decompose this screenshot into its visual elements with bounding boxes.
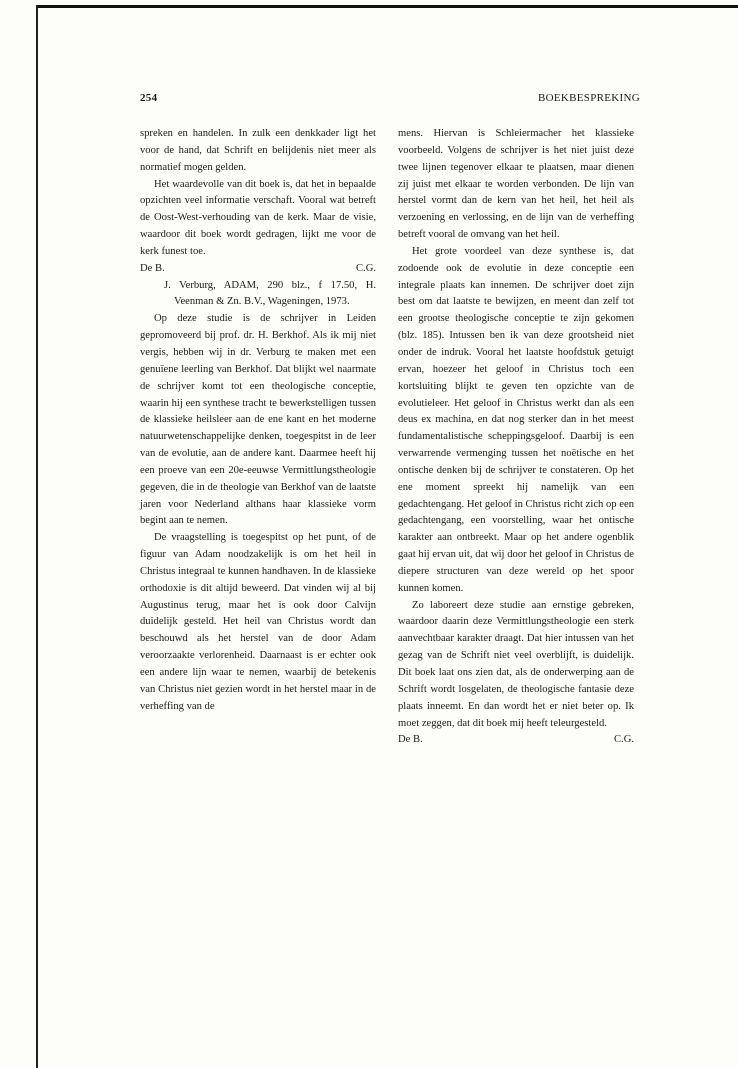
paragraph: De vraagstelling is toegespitst op het punt, of de figuur van Adam noodzakelijk is om het heil in Christus integraal te kunnen handhaven. In de klassieke orthodoxie is dit altijd beweerd. Dat vinden wij al bij Augustinus terug, maar het is ook door Calvijn duidelijk gesteld. Het heil van Christus wordt dan beschouwd als het herstel van de door Adam veroorzaakte verlorenheid. Daarnaast is er echter ook een andere lijn waar te nemen, waarbij de betekenis van Christus niet gezien wordt in het herstel maar in de verheffing van de bbox=[140, 532, 376, 712]
paragraph: Op deze studie is de schrijver in Leiden gepromoveerd bij prof. dr. H. Berkhof. Als ik mij niet vergis, hebben wij in dr. Verburg te maken met een genuïene leerling van Berkhof. Dat blijkt wel naarmate de schrijver komt tot een theologische conceptie, waarin hij een synthese tracht te bewerkstelligen tussen de klassieke heilsleer aan de ene kant en het moderne natuurwetenschappelijke denken, toegespitst in de leer van de evolutie, aan de andere kant. Daarmee heeft hij een proeve van een 20e-eeuwse Vermittlungstheologie gegeven, die in de theologie van Berkhof van de laatste jaren voor Nederland althans haar klassieke vorm begint aan te nemen. bbox=[140, 313, 376, 527]
signature-initials-right: C.G. bbox=[613, 734, 634, 746]
signature-initials-left: De B. bbox=[398, 734, 423, 746]
page-header bbox=[140, 92, 640, 108]
review-signature bbox=[140, 261, 376, 278]
review-signature bbox=[398, 732, 634, 749]
scan-top-border bbox=[36, 5, 738, 8]
paragraph: Zo laboreert deze studie aan ernstige gebreken, waardoor daarin deze Vermittlungstheologie een sterk aanvechtbaar karakter draagt. Dat hier intussen van het gezag van de Schrift niet veel overblijft, is duidelijk. Dit boek laat ons zien dat, als de onderwerping aan de Schrift wordt losgelaten, de theologische fantasie deze plaats inneemt. En dan wordt het er niet beter op. Ik moet zeggen, dat dit boek mij heeft teleurgesteld. bbox=[398, 599, 634, 729]
signature-initials-left: De B. bbox=[140, 262, 165, 274]
paragraph: mens. Hiervan is Schleiermacher het klassieke voorbeeld. Volgens de schrijver is het niet juist deze twee lijnen tegenover elkaar te plaatsen, maar dienen zij juist met elkaar te worden verbonden. De lijn van herstel vormt dan de kern van het heil, het heil als verzoening en verlossing, en de lijn van de verheffing betreft vooral de omvang van het heil. bbox=[398, 128, 634, 241]
signature-initials-right: C.G. bbox=[355, 262, 376, 274]
book-citation: J. Verburg, ADAM, 290 blz., f 17.50, H. Veenman & Zn. B.V., Wageningen, 1973. bbox=[164, 279, 376, 308]
left-column bbox=[140, 126, 376, 716]
paragraph: Het grote voordeel van deze synthese is, dat zodoende ook de evolutie in deze conceptie een integrale plaats kan innemen. De schrijver doet zijn best om dat laatste te bewijzen, en meent dan zelf tot een grootse theologische conceptie te zijn gekomen (blz. 185). Intussen ben ik van deze grootsheid niet onder de indruk. Vooral het laatste hoofdstuk getuigt ervan, hoezeer het geloof in Christus toch een kortsluiting blijkt te geven ten opzichte van de evolutieleer. Het geloof in Christus werkt dan als een deus ex machina, en dat nog sterker dan in het meest fundamentalistische scheppingsgeloof. Daarbij is een verwarrende vermenging tussen het noëtische en het ontische denken bij de schrijver te constateren. Op het ene moment spreekt hij namelijk van een gedachtengang. Het geloof in Christus richt zich op een gedachtengang, een voorstelling, waar het ontische karakter aan ontbreekt. Maar op het andere ogenblik gaat hij ervan uit, dat wij door het geloof in Christus de diepere structuren van deze wereld op het spoor kunnen komen. bbox=[398, 245, 634, 594]
scan-left-border bbox=[36, 5, 38, 1068]
paragraph: Het waardevolle van dit boek is, dat het in bepaalde opzichten veel informatie verschaft. Vooral wat betreft de Oost-West-verhouding van de kerk. Maar de visie, waardoor dit boek wordt gedragen, lijkt me voor de kerk funest toe. bbox=[140, 178, 376, 257]
paragraph: spreken en handelen. In zulk een denkkader ligt het voor de hand, dat Schrift en belijdenis niet meer als normatief mogen gelden. bbox=[140, 128, 376, 173]
running-head: BOEKBESPREKING bbox=[538, 92, 640, 104]
page-number: 254 bbox=[140, 92, 158, 104]
right-column bbox=[398, 126, 634, 749]
